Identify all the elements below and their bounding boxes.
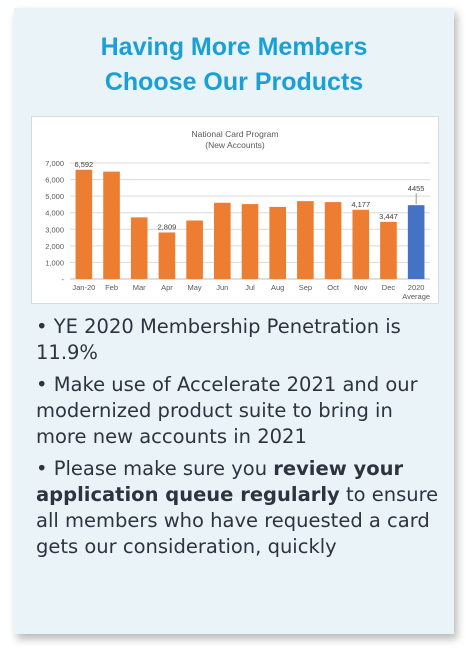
chart-title: National Card Program bbox=[191, 129, 279, 139]
slide-title-line1: Having More Members bbox=[100, 33, 368, 61]
bar bbox=[269, 207, 286, 279]
slide-title-line2: Choose Our Products bbox=[104, 68, 364, 96]
y-tick-label: 6,000 bbox=[45, 175, 64, 185]
data-label: 4,177 bbox=[351, 199, 371, 209]
x-tick-label: May bbox=[187, 283, 202, 292]
x-tick-label: Feb bbox=[105, 283, 119, 292]
bar bbox=[325, 202, 342, 279]
bar bbox=[76, 170, 93, 279]
x-tick-label: Apr bbox=[161, 283, 173, 292]
data-label: 4455 bbox=[407, 184, 425, 194]
data-label: 3,447 bbox=[379, 211, 398, 221]
bar bbox=[352, 210, 369, 279]
bar bbox=[159, 232, 176, 279]
x-tick-label: Mar bbox=[132, 283, 146, 292]
x-tick-label: Jul bbox=[245, 283, 255, 292]
y-tick-label: 2,000 bbox=[45, 241, 64, 251]
y-tick-label: - bbox=[61, 275, 64, 284]
bar bbox=[103, 172, 120, 279]
bar bbox=[186, 221, 203, 279]
bar bbox=[297, 201, 314, 279]
slide-title bbox=[14, 30, 454, 100]
x-tick-label: Nov bbox=[354, 283, 368, 292]
y-tick-label: 3,000 bbox=[45, 225, 64, 235]
x-tick-label: Jan-20 bbox=[72, 283, 96, 292]
bar-average bbox=[408, 205, 425, 279]
bullet-review-bold: review your application queue regularly bbox=[36, 457, 404, 506]
x-tick-label: Average bbox=[402, 292, 431, 301]
x-tick-label: 2020 bbox=[407, 283, 425, 292]
y-tick-label: 1,000 bbox=[45, 258, 64, 268]
bar bbox=[131, 217, 148, 279]
x-tick-label: Sep bbox=[298, 283, 313, 292]
bar bbox=[380, 222, 397, 279]
slide-card bbox=[14, 8, 454, 634]
data-label: 2,809 bbox=[157, 222, 177, 232]
bar-chart bbox=[32, 117, 438, 303]
y-tick-label: 5,000 bbox=[45, 192, 64, 202]
bullet-review-queue bbox=[36, 456, 446, 560]
data-label: 6,592 bbox=[74, 159, 94, 169]
x-tick-label: Jun bbox=[216, 283, 229, 292]
x-tick-label: Oct bbox=[327, 283, 339, 292]
bar bbox=[242, 204, 259, 279]
chart-subtitle: (New Accounts) bbox=[205, 140, 265, 150]
y-tick-label: 7,000 bbox=[45, 159, 64, 168]
bullet-list bbox=[36, 314, 446, 566]
x-tick-label: Dec bbox=[381, 283, 396, 292]
x-tick-label: Aug bbox=[271, 283, 285, 292]
bullet-review-post: to ensure all members who have requested a card gets our consideration, quickly bbox=[36, 483, 439, 558]
y-tick-label: 4,000 bbox=[45, 208, 64, 218]
bullet-penetration: • YE 2020 Membership Penetration is 11.9% bbox=[36, 315, 401, 364]
bullet-accelerate: • Make use of Accelerate 2021 and our modernized product suite to bring in more new accounts in 2021 bbox=[36, 373, 418, 448]
bar bbox=[214, 203, 231, 279]
bullet-review-pre: • Please make sure you bbox=[36, 457, 274, 480]
chart-panel bbox=[31, 116, 439, 304]
